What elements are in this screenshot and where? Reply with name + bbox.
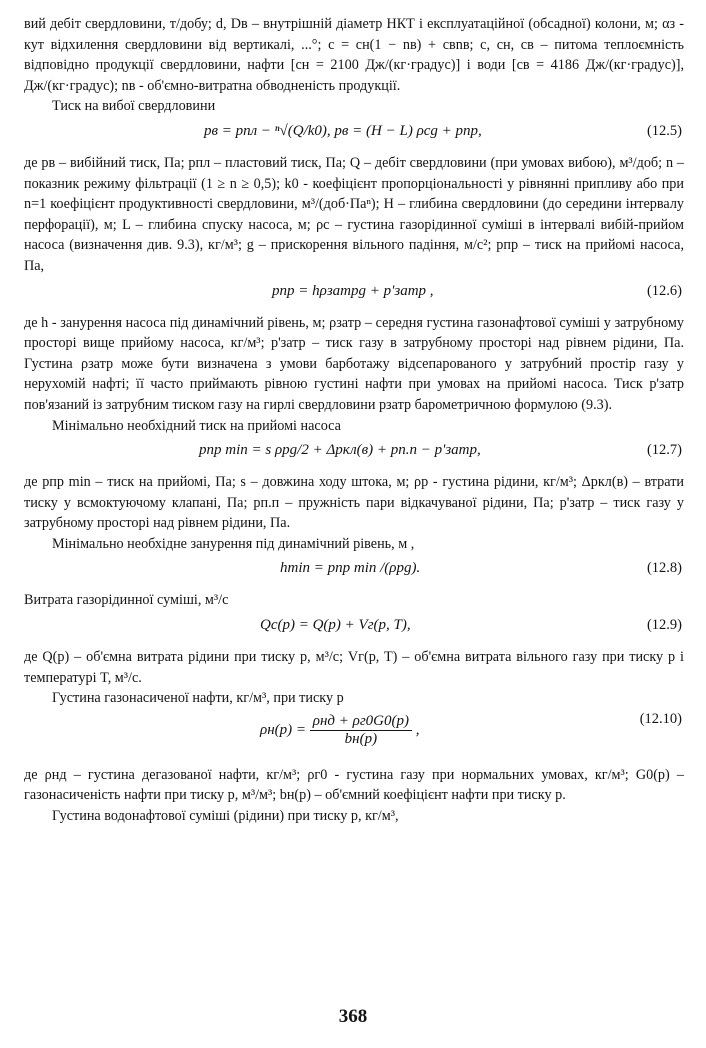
text-paragraph: де ρнд – густина дегазованої нафти, кг/м³; ρг0 - густина газу при нормальних умовах, кг/м³; G0(p) – газонасиченість нафти при тиску p, м³/м³; bн(p) – об'ємний коефіцієнт нафти при тиску p. [24,766,684,804]
equation-12-6 [24,277,684,313]
text-paragraph: вий дебіт свердловини, т/добу; d, Dв – внутрішній діаметр НКТ і експлуатаційної (обсадної) колони, м; αз - кут відхилення свердловини від вертикалі, ...°; c = cн(1 − nв) + cвnв; c, cн, cв – питома теплоємність відповідно продукції свердловини, нафти [cн = 2100 Дж/(кг·градус)] і води [cв = 4186 Дж/(кг·градус)], Дж/(кг·градус); nв - об'ємно-витратна обводненість продукції. [24,16,684,94]
equation-number: (12.5) [646,122,682,139]
equation-tail: , [415,721,420,738]
text-paragraph: де h - занурення насоса під динамічний рівень, м; ρзатр – середня густина газонафтової суміші у затрубному просторі вище прийому насоса, кг/м³; p'затр – тиск газу в затрубному просторі над рівнем рідини, Па. Густина ρзатр може бути визначена з умови барботажу відсепарованого у затрубний простір газу у нерухомій нафті; її часто приймають рівною густині нафти при умовах на прийомі насоса. Тиск p'затр пов'язаний із затрубним тиском газу на гирлі свердловини pзатр барометричною формулою (9.3). [24,314,684,413]
text-paragraph: Мінімально необхідне занурення під динамічний рівень, м , [52,535,415,552]
text-paragraph: Мінімально необхідний тиск на прийомі насоса [52,417,341,434]
equation-formula: hmin = pпр min /(ρрg). [280,560,421,577]
text-paragraph: Тиск на вибої свердловини [52,98,216,115]
equation-formula: pпр = hρзатрg + p'затр , [272,282,434,299]
text-paragraph: де pпр min – тиск на прийомі, Па; s – довжина ходу штока, м; ρр - густина рідини, кг/м³; Δpкл(в) – втрати тиску у всмоктуючому клапані, Па; pп.п – пружність пари відкачуваної рідини, Па; p'затр – тиск газу у затрубному просторі над рівнем рідини, Па. [24,474,684,532]
fraction-numerator: ρнд + ρг0G0(p) [310,713,412,731]
fraction-denominator: bн(p) [344,730,378,747]
equation-12-10 [24,709,684,765]
text-paragraph: Густина водонафтової суміші (рідини) при тиску p, кг/м³, [52,808,399,825]
equation-formula: pпр min = s ρрg/2 + Δpкл(в) + pп.п − p'затр, [199,442,481,459]
equation-formula: Qс(p) = Q(p) + Vг(p, T), [260,617,411,634]
equation-number: (12.8) [646,560,682,577]
equation-number: (12.7) [646,442,682,459]
equation-12-5 [24,117,684,153]
equation-formula [260,713,420,748]
equation-number: (12.10) [639,710,682,727]
equation-number: (12.9) [646,617,682,634]
equation-fraction [310,713,412,748]
equation-12-9 [24,611,684,647]
text-paragraph: Витрата газорідинної суміші, м³/с [24,592,229,609]
page-number: 368 [338,1006,368,1027]
equation-lhs: ρн(p) = [260,721,307,738]
equation-12-8 [24,554,684,590]
equation-12-7 [24,436,684,472]
equation-number: (12.6) [646,282,682,299]
text-paragraph: де pв – вибійний тиск, Па; pпл – пластовий тиск, Па; Q – дебіт свердловини (при умовах вибою), м³/доб; n – показник режиму фільтрації (1 ≥ n ≥ 0,5); k0 - коефіцієнт пропорціональності у рівнянні припливу або при n=1 коефіцієнт продуктивності свердловини, м³/(доб·Паⁿ); H – глибина свердловини (до середини інтервалу перфорації), м; L – глибина спуску насоса, м; ρс – густина газорідинної суміші в інтервалі вибій-прийом насоса (визначення див. 9.3), кг/м³; g – прискорення вільного падіння, м/с²; pпр – тиск на прийомі насоса, Па, [24,154,684,274]
text-paragraph: де Q(p) – об'ємна витрата рідини при тиску p, м³/с; Vг(p, T) – об'ємна витрата вільного газу при тиску p і температурі T, м³/с. [24,649,684,686]
equation-formula: pв = pпл − ⁿ√(Q/k0), pв = (H − L) ρсg + pпр, [204,122,482,139]
text-paragraph: Густина газонасиченої нафти, кг/м³, при тиску p [52,690,344,707]
